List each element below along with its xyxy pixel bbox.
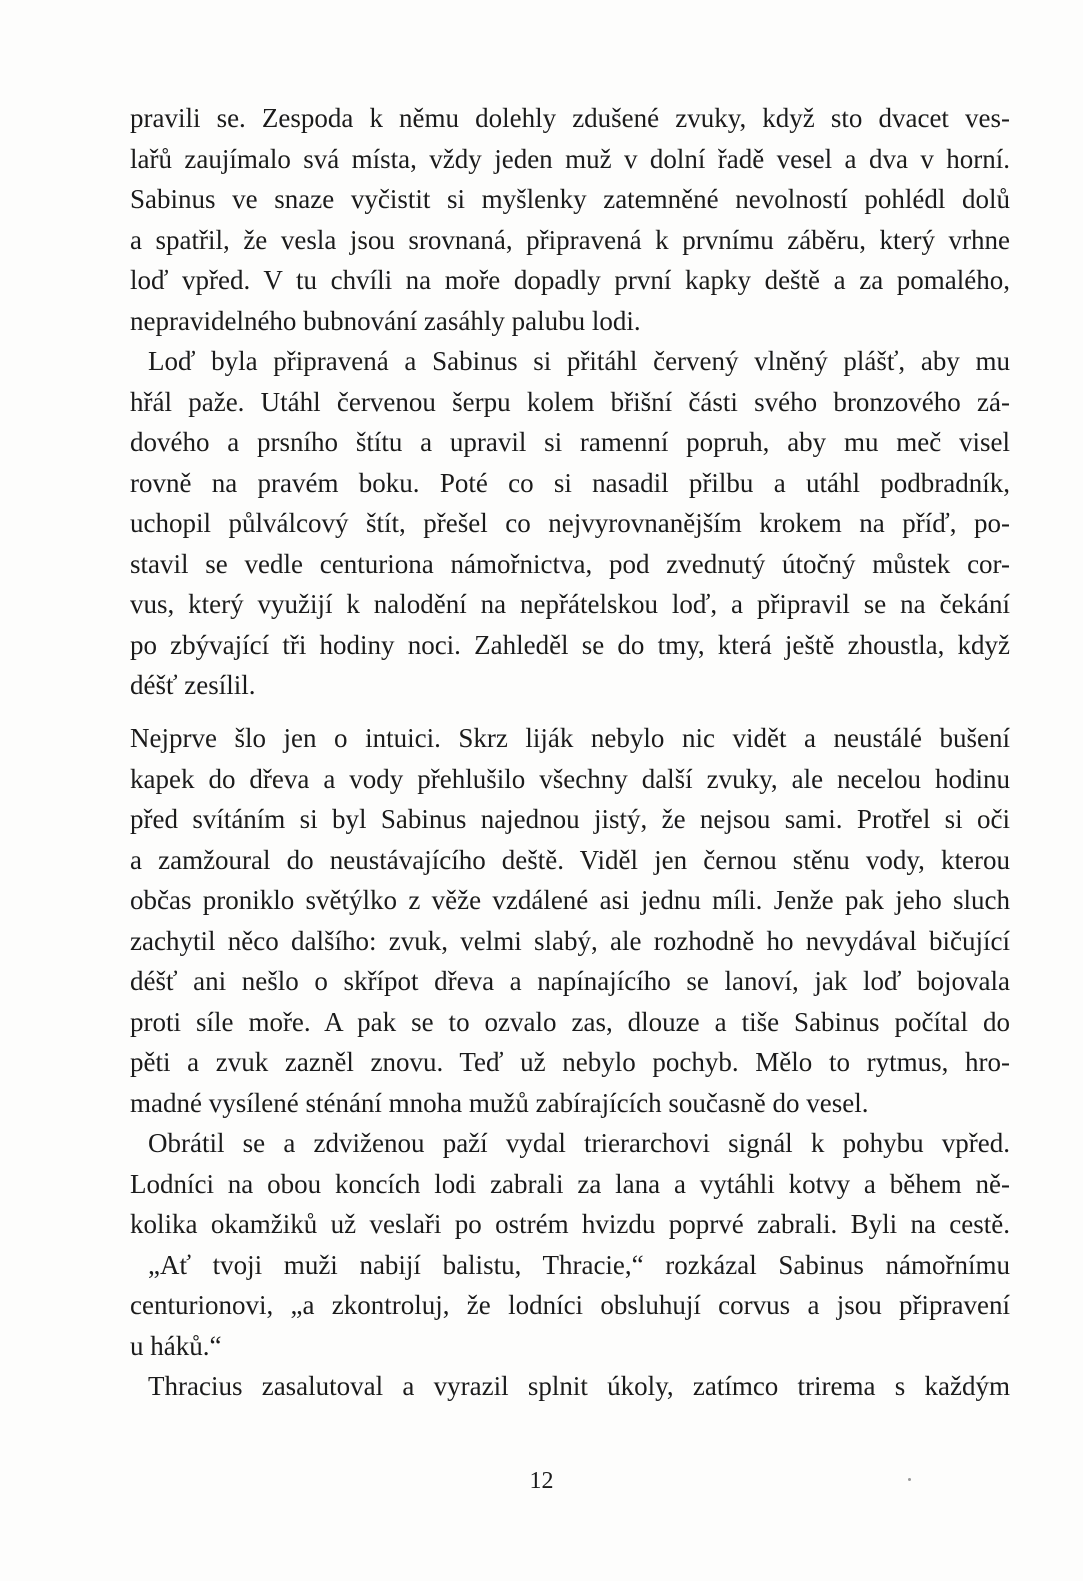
- text-line: proti síle moře. A pak se to ozvalo zas, dlouze a tiše Sabinus počítal do: [130, 1006, 1010, 1037]
- text-line: déšť ani nešlo o skřípot dřeva a napínajícího se lanoví, jak loď bojovala: [130, 966, 1010, 996]
- text-line: déšť zesílil.: [130, 670, 256, 700]
- text-line: lařů zaujímalo svá místa, vždy jeden muž v dolní řadě vesel a dva v horní.: [130, 143, 1010, 174]
- text-section-1: [130, 98, 1010, 706]
- text-line: občas proniklo světýlko z věže vzdálené asi jednu míli. Jenže pak jeho sluch: [130, 885, 1010, 915]
- text-line: kapek do dřeva a vody přehlušilo všechny další zvuky, ale necelou hodinu: [130, 763, 1010, 794]
- text-line: Loď byla připravená a Sabinus si přitáhl červený vlněný plášť, aby mu: [148, 346, 1010, 376]
- text-line: centurionovi, „a zkontroluj, že lodníci obsluhují corvus a jsou připravení: [130, 1290, 1010, 1320]
- text-line: nepravidelného bubnování zasáhly palubu lodi.: [130, 305, 641, 336]
- text-line: před svítáním si byl Sabinus najednou jistý, že nejsou sami. Protřel si oči: [130, 804, 1010, 834]
- text-line: u háků.“: [130, 1330, 222, 1361]
- text-line: zachytil něco dalšího: zvuk, velmi slabý, ale rozhodně ho nevydával bičující: [130, 925, 1010, 956]
- text-line: Nejprve šlo jen o intuici. Skrz liják nebylo nic vidět a neustálé bušení: [130, 723, 1010, 753]
- paragraph-2: [130, 341, 1010, 706]
- text-line: vus, který využijí k nalodění na nepřátelskou loď, a připravil se na čekání: [130, 589, 1010, 619]
- text-line: rovně na pravém boku. Poté co si nasadil přilbu a utáhl podbradník,: [130, 467, 1010, 498]
- text-line: pravili se. Zespoda k němu dolehly zdušené zvuky, když sto dvacet ves-: [130, 103, 1010, 133]
- text-line: a zamžoural do neustávajícího deště. Viděl jen černou stěnu vody, kterou: [130, 844, 1010, 875]
- text-line: po zbývající tři hodiny noci. Zahleděl se do tmy, která ještě zhoustla, když: [130, 629, 1010, 660]
- paragraph-4: [130, 1123, 1010, 1245]
- text-line: pěti a zvuk zazněl znovu. Teď už nebylo pochyb. Mělo to rytmus, hro-: [130, 1047, 1010, 1077]
- paragraph-6: [130, 1366, 1010, 1407]
- paragraph-1: [130, 98, 1010, 341]
- text-line: Sabinus ve snaze vyčistit si myšlenky zatemněné nevolností pohlédl dolů: [130, 184, 1010, 214]
- text-line: dového a prsního štítu a upravil si ramenní popruh, aby mu meč visel: [130, 427, 1010, 457]
- text-line: loď vpřed. V tu chvíli na moře dopadly první kapky deště a za pomalého,: [130, 265, 1010, 295]
- text-line: Obrátil se a zdviženou paží vydal trierarchovi signál k pohybu vpřed.: [148, 1128, 1010, 1158]
- text-line: „Ať tvoji muži nabijí balistu, Thracie,“ rozkázal Sabinus námořnímu: [148, 1249, 1010, 1280]
- text-line: Lodníci na obou koncích lodi zabrali za lana a vytáhli kotvy a během ně-: [130, 1168, 1010, 1199]
- paragraph-3: [130, 718, 1010, 1123]
- text-line: madné vysílené sténání mnoha mužů zabírajících současně do vesel.: [130, 1087, 869, 1118]
- text-line: stavil se vedle centuriona námořnictva, pod zvednutý útočný můstek cor-: [130, 548, 1010, 579]
- text-section-2: [130, 718, 1010, 1407]
- text-line: Thracius zasalutoval a vyrazil splnit úkoly, zatímco trirema s každým: [148, 1371, 1010, 1401]
- text-line: kolika okamžiků už veslaři po ostrém hvizdu poprvé zabrali. Byli na cestě.: [130, 1209, 1010, 1239]
- text-line: hřál paže. Utáhl červenou šerpu kolem břišní části svého bronzového zá-: [130, 386, 1010, 417]
- text-line: a spatřil, že vesla jsou srovnaná, připravená k prvnímu záběru, který vrhne: [130, 224, 1010, 255]
- scan-speck: [908, 1478, 911, 1481]
- paragraph-5: [130, 1245, 1010, 1367]
- text-line: uchopil půlválcový štít, přešel co nejvyrovnanějším krokem na příď, po-: [130, 508, 1010, 538]
- page-number: 12: [529, 1468, 554, 1494]
